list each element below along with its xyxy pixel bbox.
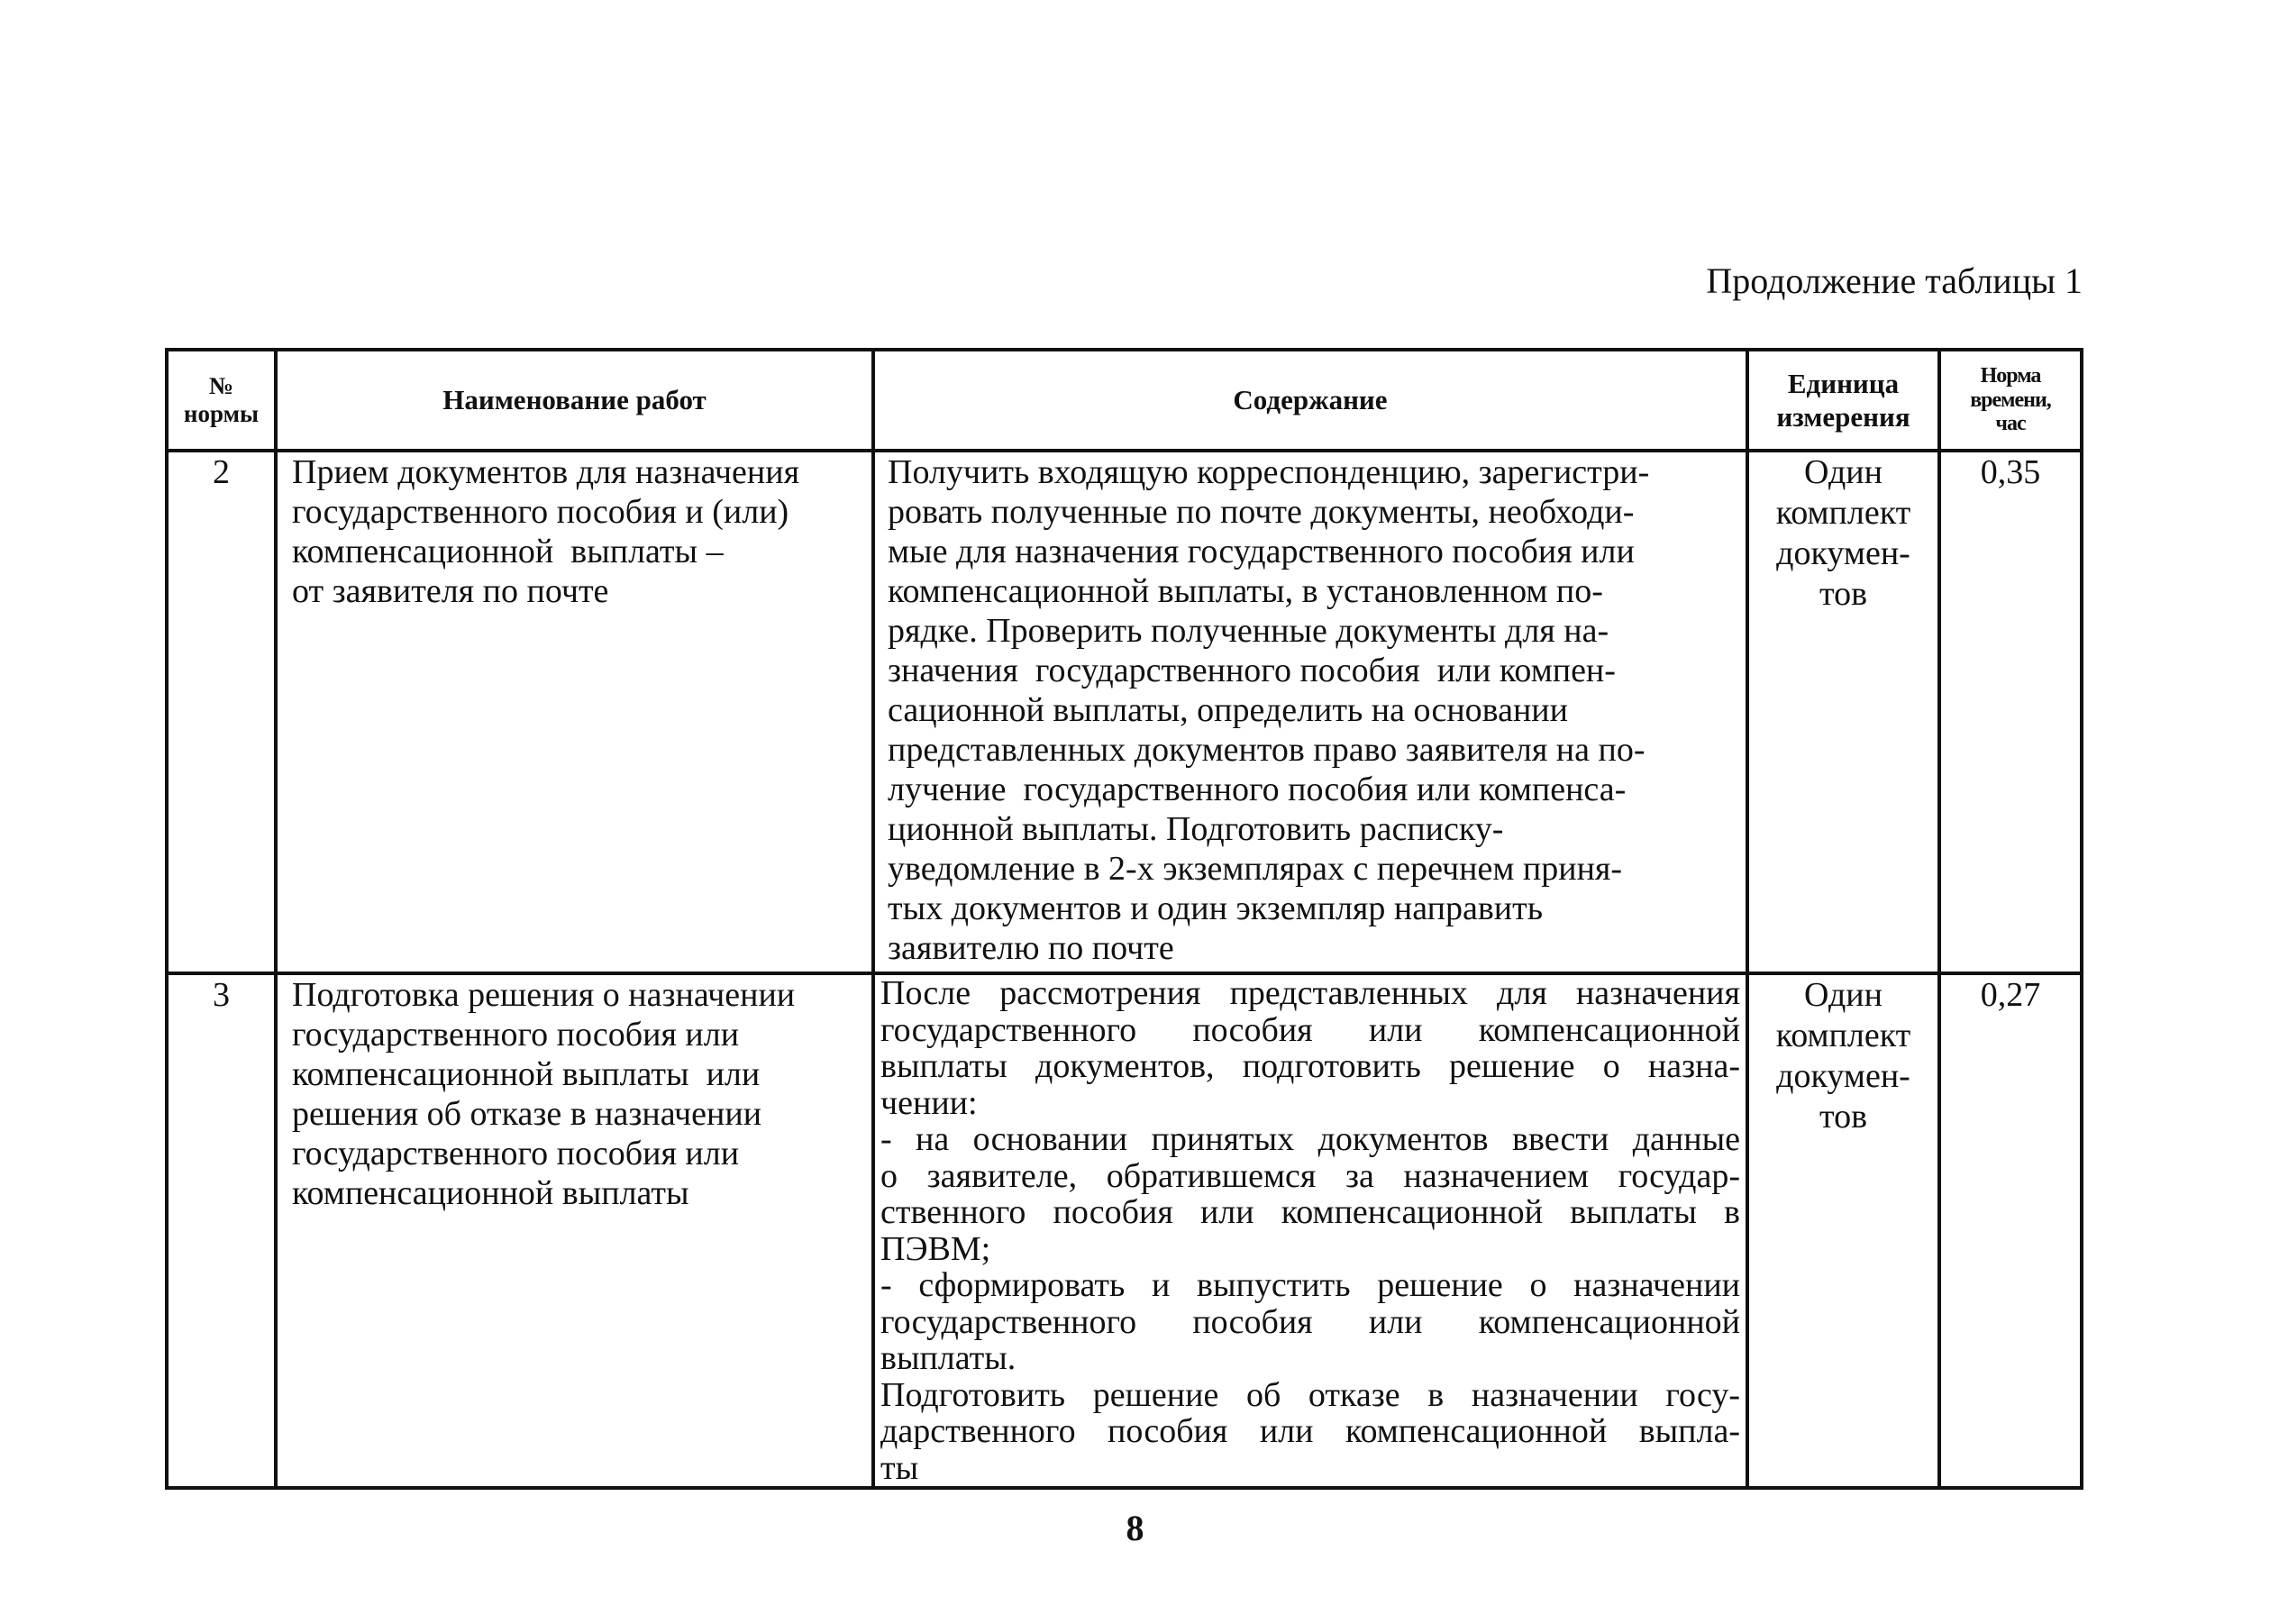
row-number: 3: [167, 973, 276, 1488]
unit-cell: [1747, 451, 1939, 973]
content-line: ты: [880, 1448, 919, 1487]
header-norm-number: [167, 350, 276, 451]
work-name-cell: [276, 451, 873, 973]
norms-table: [165, 348, 2083, 1490]
content-line: компенсационной выплаты, в установленном по-: [888, 572, 1603, 610]
header-time-norm: [1939, 350, 2082, 451]
content-line: тых документов и один экземпляр направить: [888, 890, 1544, 927]
content-line: уведомление в 2-х экземплярах с перечнем приня-: [888, 850, 1623, 888]
time-norm-value: 0,35: [1939, 451, 2082, 973]
content-line: ственного пособия или компенсационной выплаты в: [880, 1193, 1740, 1231]
header-work-name: [276, 350, 873, 451]
work-name-line: государственного пособия и (или): [292, 493, 789, 531]
unit-line: комплект: [1775, 1017, 1911, 1054]
header-content: [873, 350, 1747, 451]
content-line: рядке. Проверить полученные документы для на-: [888, 612, 1609, 650]
content-line: государственного пособия или компенсационной: [880, 1010, 1740, 1049]
work-name-line: компенсационной выплаты –: [292, 533, 724, 570]
work-name-line: от заявителя по почте: [292, 572, 609, 610]
work-name-line: решения об отказе в назначении: [292, 1095, 762, 1133]
content-line: После рассмотрения представленных для назначения: [880, 974, 1740, 1012]
header-unit-line: Единица: [1787, 367, 1900, 399]
table-header-row: [167, 350, 2082, 451]
content-line: ПЭВМ;: [880, 1229, 991, 1268]
row-number: 2: [167, 451, 276, 973]
content-line: о заявителе, обратившемся за назначением государ-: [880, 1156, 1740, 1195]
content-line: ровать полученные по почте документы, необходи-: [888, 493, 1635, 531]
work-name-line: Прием документов для назначения: [292, 453, 800, 491]
content-line: заявителю по почте: [888, 929, 1174, 967]
time-norm-value: 0,27: [1939, 973, 2082, 1488]
table-row: [167, 973, 2082, 1488]
content-line: значения государственного пособия или компен-: [888, 652, 1616, 689]
work-name-line: государственного пособия или: [292, 1016, 740, 1054]
content-line: государственного пособия или компенсационной: [880, 1302, 1740, 1341]
header-unit-line: измерения: [1776, 401, 1910, 433]
header-content-label: Содержание: [1233, 384, 1388, 416]
content-line: выплаты документов, подготовить решение о назна-: [880, 1047, 1740, 1085]
header-norm-line: времени,: [1970, 388, 2051, 412]
work-name-cell: [276, 973, 873, 1488]
content-line: Подготовить решение об отказе в назначении госу-: [880, 1375, 1740, 1414]
unit-line: Один: [1804, 976, 1883, 1014]
content-cell: [873, 451, 1747, 973]
unit-cell: [1747, 973, 1939, 1488]
work-name-line: компенсационной выплаты или: [292, 1055, 761, 1093]
content-line: выплаты.: [880, 1339, 1016, 1377]
header-num-line: №: [208, 371, 234, 399]
content-line: мые для назначения государственного пособия или: [888, 533, 1635, 570]
content-cell: [873, 973, 1747, 1488]
content-line: лучение государственного пособия или компенса-: [888, 771, 1627, 808]
unit-line: комплект: [1775, 494, 1911, 532]
content-line: - сформировать и выпустить решение о назначении: [880, 1266, 1740, 1304]
header-num-line: нормы: [183, 400, 260, 427]
table-caption: Продолжение таблицы 1: [1706, 260, 2083, 301]
unit-line: тов: [1819, 1098, 1868, 1136]
unit-line: Один: [1804, 453, 1883, 491]
content-line: Получить входящую корреспонденцию, зарегистри-: [888, 453, 1650, 491]
work-name-line: государственного пособия или: [292, 1135, 740, 1172]
work-name-line: Подготовка решения о назначении: [292, 976, 796, 1014]
content-line: представленных документов право заявителя на по-: [888, 731, 1646, 769]
page-number: 8: [1126, 1508, 1144, 1548]
header-norm-line: Норма: [1980, 364, 2041, 388]
unit-line: докумен-: [1776, 1057, 1910, 1095]
content-line: чении:: [880, 1083, 978, 1122]
unit-line: докумен-: [1776, 534, 1910, 572]
header-unit: [1747, 350, 1939, 451]
content-line: сационной выплаты, определить на основании: [888, 691, 1568, 729]
unit-line: тов: [1819, 575, 1868, 613]
header-norm-line: час: [1995, 412, 2026, 436]
work-name-line: компенсационной выплаты: [292, 1174, 689, 1212]
content-line: - на основании принятых документов ввести данные: [880, 1120, 1740, 1158]
content-line: ционной выплаты. Подготовить расписку-: [888, 810, 1504, 848]
header-name-label: Наименование работ: [442, 384, 707, 416]
content-line: дарственного пособия или компенсационной выпла-: [880, 1412, 1740, 1450]
table-row: [167, 451, 2082, 973]
